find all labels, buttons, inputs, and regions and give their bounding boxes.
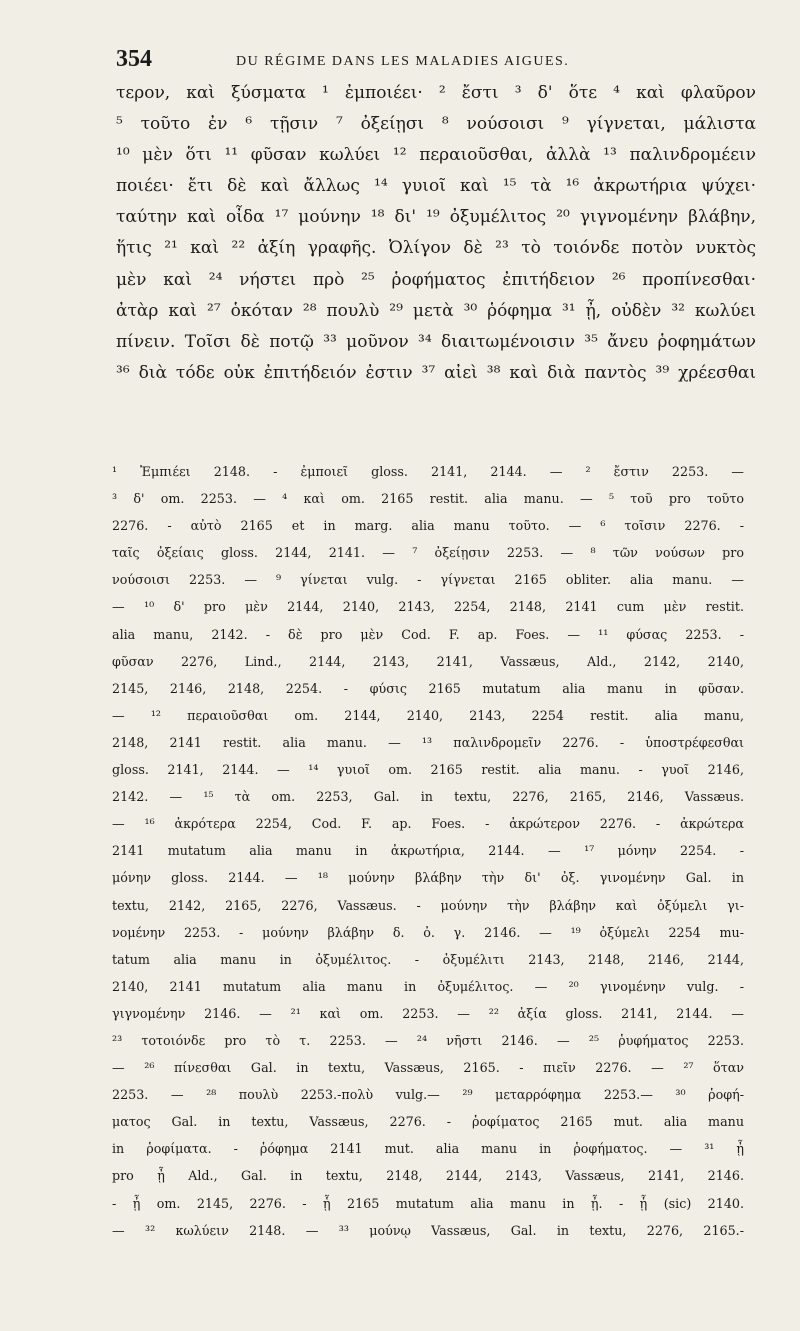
- footnote-line: νομένην 2253. - μούνην βλάβην δ. ὀ. γ. 2146. — ¹⁹ ὀξύμελι 2254 mu-: [112, 924, 744, 940]
- footnote-line: φῦσαν 2276, Lind., 2144, 2143, 2141, Vassæus, Ald., 2142, 2140,: [112, 653, 744, 669]
- footnote-line: γιγνομένην 2146. — ²¹ καὶ om. 2253. — ²² ἀξία gloss. 2141, 2144. —: [112, 1005, 744, 1021]
- text-line: ποιέει· ἔτι δὲ καὶ ἄλλως ¹⁴ γυιοῖ καὶ ¹⁵ τὰ ¹⁶ ἀκρωτήρια ψύχει·: [116, 176, 756, 197]
- text-line: τερον, καὶ ξύσματα ¹ ἐμποιέει· ² ἔστι ³ δ' ὅτε ⁴ καὶ φλαῦρον: [116, 83, 756, 103]
- page-number: 354: [116, 46, 152, 72]
- main-greek-text: [116, 78, 756, 389]
- text-line: πίνειν. Τοῖσι δὲ ποτῷ ³³ μοῦνον ³⁴ διαιτωμένοισιν ³⁵ ἄνευ ῥοφημάτων: [116, 331, 756, 352]
- running-title: DU RÉGIME DANS LES MALADIES AIGUES.: [236, 54, 570, 69]
- footnote-line: — ¹⁰ δ' pro μὲν 2144, 2140, 2143, 2254, 2148, 2141 cum μὲν restit.: [112, 599, 744, 615]
- footnote-line: νούσοισι 2253. — ⁹ γίνεται vulg. - γίγνεται 2165 obliter. alia manu. —: [112, 572, 744, 588]
- text-line: ταύτην καὶ οἶδα ¹⁷ μούνην ¹⁸ δι' ¹⁹ ὀξυμέλιτος ²⁰ γιγνομένην βλάβην,: [116, 207, 756, 228]
- footnote-line: tatum alia manu in ὀξυμέλιτος. - ὀξυμέλιτι 2143, 2148, 2146, 2144,: [112, 951, 744, 967]
- footnote-line: pro ᾖ Ald., Gal. in textu, 2148, 2144, 2143, Vassæus, 2141, 2146.: [112, 1168, 744, 1184]
- footnote-line: alia manu, 2142. - δὲ pro μὲν Cod. F. ap. Foes. — ¹¹ φύσας 2253. -: [112, 626, 744, 642]
- footnote-line: — ¹² περαιοῦσθαι om. 2144, 2140, 2143, 2254 restit. alia manu,: [112, 707, 744, 723]
- footnote-line: 2145, 2146, 2148, 2254. - φύσις 2165 mutatum alia manu in φῦσαν.: [112, 680, 744, 696]
- footnote-line: — ¹⁶ ἀκρότερα 2254, Cod. F. ap. Foes. - ἀκρώτερον 2276. - ἀκρώτερα: [112, 816, 744, 832]
- footnote-line: ²³ τοτοιόνδε pro τὸ τ. 2253. — ²⁴ νῆστι 2146. — ²⁵ ῥυφήματος 2253.: [112, 1032, 744, 1048]
- text-line: μὲν καὶ ²⁴ νήστει πρὸ ²⁵ ῥοφήματος ἐπιτήδειον ²⁶ προπίνεσθαι·: [116, 269, 756, 290]
- footnotes: [112, 458, 744, 1244]
- footnote-line: 2276. - αὐτὸ 2165 et in marg. alia manu τοῦτο. — ⁶ τοῖσιν 2276. -: [112, 518, 744, 534]
- footnote-line: 2140, 2141 mutatum alia manu in ὀξυμέλιτος. — ²⁰ γινομένην vulg. -: [112, 978, 744, 994]
- text-line: ἥτις ²¹ καὶ ²² ἀξίη γραφῆς. Ὀλίγον δὲ ²³ τὸ τοιόνδε ποτὸν νυκτὸς: [116, 238, 756, 259]
- footnote-line: gloss. 2141, 2144. — ¹⁴ γυιοῖ om. 2165 restit. alia manu. - γυοῖ 2146,: [112, 762, 744, 778]
- footnote-line: ταῖς ὀξείαις gloss. 2144, 2141. — ⁷ ὀξείῃσιν 2253. — ⁸ τῶν νούσων pro: [112, 545, 744, 561]
- footnote-line: textu, 2142, 2165, 2276, Vassæus. - μούνην τὴν βλάβην καὶ ὀξύμελι γι-: [112, 897, 744, 913]
- text-line: ἀτὰρ καὶ ²⁷ ὁκόταν ²⁸ πουλὺ ²⁹ μετὰ ³⁰ ῥόφημα ³¹ ᾖ, οὐδὲν ³² κωλύει: [116, 300, 756, 321]
- footnote-line: ³ δ' om. 2253. — ⁴ καὶ om. 2165 restit. alia manu. — ⁵ τοῦ pro τοῦτο: [112, 491, 744, 507]
- page-header: [116, 46, 736, 76]
- footnote-line: - ᾖ om. 2145, 2276. - ᾗ 2165 mutatum alia manu in ᾖ. - ᾗ (sic) 2140.: [112, 1195, 744, 1211]
- footnote-line: ματος Gal. in textu, Vassæus, 2276. - ῥοφίματος 2165 mut. alia manu: [112, 1114, 744, 1130]
- footnote-line: 2253. — ²⁸ πουλὺ 2253.-πολὺ vulg.— ²⁹ μεταρρόφημα 2253.— ³⁰ ῥοφή-: [112, 1087, 744, 1103]
- footnote-line: in ῥοφίματα. - ῥόφημα 2141 mut. alia manu in ῥοφήματος. — ³¹ ᾖ: [112, 1141, 744, 1157]
- footnote-line: 2142. — ¹⁵ τὰ om. 2253, Gal. in textu, 2276, 2165, 2146, Vassæus.: [112, 789, 744, 805]
- text-line: ³⁶ διὰ τόδε οὐκ ἐπιτήδειόν ἐστιν ³⁷ αἰεὶ ³⁸ καὶ διὰ παντὸς ³⁹ χρέεσθαι: [116, 362, 756, 383]
- footnote-line: 2141 mutatum alia manu in ἀκρωτήρια, 2144. — ¹⁷ μόνην 2254. -: [112, 843, 744, 859]
- text-line: ¹⁰ μὲν ὅτι ¹¹ φῦσαν κωλύει ¹² περαιοῦσθαι, ἀλλὰ ¹³ παλινδρομέειν: [116, 145, 756, 166]
- footnote-line: ¹ Ἐμπιέει 2148. - ἐμποιεῖ gloss. 2141, 2144. — ² ἔστιν 2253. —: [112, 464, 744, 479]
- footnote-line: — ²⁶ πίνεσθαι Gal. in textu, Vassæus, 2165. - πιεῖν 2276. — ²⁷ ὅταν: [112, 1060, 744, 1076]
- footnote-line: 2148, 2141 restit. alia manu. — ¹³ παλινδρομεῖν 2276. - ὑποστρέφεσθαι: [112, 734, 744, 750]
- footnote-line: — ³² κωλύειν 2148. — ³³ μούνῳ Vassæus, Gal. in textu, 2276, 2165.-: [112, 1222, 744, 1238]
- footnote-line: μόνην gloss. 2144. — ¹⁸ μούνην βλάβην τὴν δι' ὀξ. γινομένην Gal. in: [112, 870, 744, 886]
- text-line: ⁵ τοῦτο ἐν ⁶ τῇσιν ⁷ ὀξείῃσι ⁸ νούσοισι ⁹ γίγνεται, μάλιστα: [116, 114, 756, 135]
